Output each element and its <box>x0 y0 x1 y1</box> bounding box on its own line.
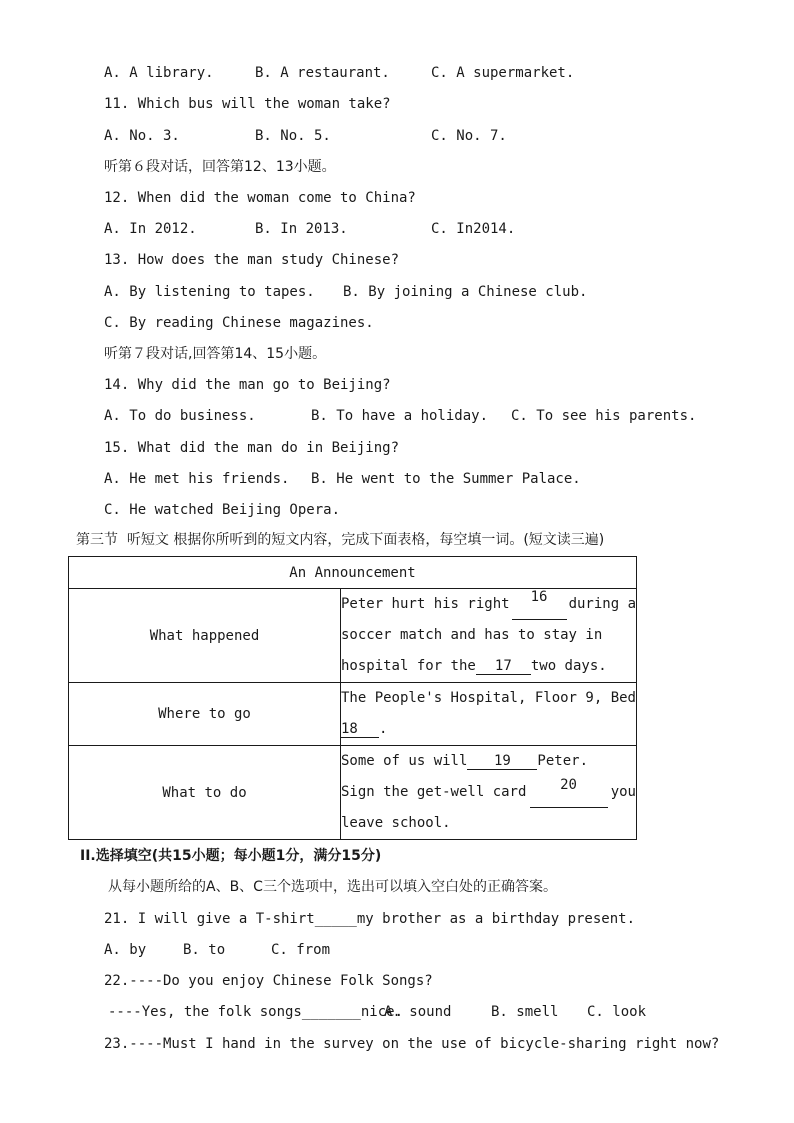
announcement-table <box>68 556 637 840</box>
blank-16[interactable]: 16 <box>512 589 567 620</box>
table-line <box>341 589 636 620</box>
q14-stem: 14. Why did the man go to Beijing? <box>104 377 391 393</box>
table-line <box>341 777 636 808</box>
table-line <box>341 651 636 682</box>
blank-19[interactable]: 19 <box>467 753 537 770</box>
part2-instruction: 从每小题所给的A、B、C三个选项中，选出可以填入空白处的正确答案。 <box>108 879 557 895</box>
line-text: you <box>610 784 636 800</box>
line-text: Some of us will <box>340 753 468 769</box>
row-label-what-happened: What happened <box>69 589 341 683</box>
q13-option-a: A. By listening to tapes. <box>104 284 315 300</box>
row-answer-what-happened <box>340 589 636 683</box>
section-note-dialog7: 听第７段对话,回答第14、15小题。 <box>104 346 327 362</box>
q21-stem: 21. I will give a T-shirt_____my brother as a birthday present. <box>104 911 636 927</box>
table-line: The People's Hospital, Floor 9, Bed <box>340 690 636 706</box>
section3-title: 第三节 听短文 根据你所听到的短文内容，完成下面表格，每空填一词。(短文读三遍) <box>76 532 605 548</box>
part2-heading: II.选择填空(共15小题；每小题1分，满分15分) <box>80 848 382 864</box>
q12-option-b: B. In 2013. <box>255 221 348 237</box>
q10-option-a: A. A library. <box>104 65 214 81</box>
q15-stem: 15. What did the man do in Beijing? <box>104 440 400 456</box>
line-text: during a <box>568 596 636 612</box>
q12-option-c: C. In2014. <box>431 221 516 237</box>
q11-option-b: B. No. 5. <box>255 128 331 144</box>
q15-option-a: A. He met his friends. <box>104 471 290 487</box>
q15-option-c: C. He watched Beijing Opera. <box>104 502 341 518</box>
q14-option-c: C. To see his parents. <box>511 408 697 424</box>
section-note-dialog6: 听第６段对话，回答第12、13小题。 <box>104 159 336 175</box>
q12-stem: 12. When did the woman come to China? <box>104 190 416 206</box>
blank-17[interactable]: 17 <box>476 658 531 675</box>
q21-option-b: B. to <box>183 942 226 958</box>
q22-reply: ----Yes, the folk songs_______nice. <box>108 1004 404 1020</box>
table-line <box>341 714 636 745</box>
q22-option-a: A. sound <box>384 1004 452 1020</box>
q13-option-c: C. By reading Chinese magazines. <box>104 315 374 331</box>
q13-stem: 13. How does the man study Chinese? <box>104 252 400 268</box>
row-answer-what-to-do <box>340 746 636 840</box>
line-text: hospital for the <box>340 658 476 674</box>
line-text: two days. <box>530 658 607 674</box>
line-text: . <box>378 721 388 737</box>
q11-option-c: C. No. 7. <box>431 128 507 144</box>
table-line: soccer match and has to stay in <box>340 627 603 643</box>
table-line <box>341 746 636 777</box>
q23-stem: 23.----Must I hand in the survey on the use of bicycle-sharing right now? <box>104 1036 720 1052</box>
q21-option-a: A. by <box>104 942 147 958</box>
blank-18[interactable]: 18 <box>341 721 379 738</box>
table-title: An Announcement <box>69 557 637 589</box>
line-text: Peter hurt his right <box>340 596 510 612</box>
q15-option-b: B. He went to the Summer Palace. <box>311 471 581 487</box>
q22-option-b: B. smell <box>491 1004 559 1020</box>
blank-20[interactable]: 20 <box>530 777 608 808</box>
q13-option-b: B. By joining a Chinese club. <box>343 284 588 300</box>
q14-option-b: B. To have a holiday. <box>311 408 489 424</box>
row-label-what-to-do: What to do <box>69 746 341 840</box>
q22-stem: 22.----Do you enjoy Chinese Folk Songs? <box>104 973 433 989</box>
q11-option-a: A. No. 3. <box>104 128 180 144</box>
q12-option-a: A. In 2012. <box>104 221 197 237</box>
line-text: Peter. <box>537 753 588 769</box>
q14-option-a: A. To do business. <box>104 408 256 424</box>
q11-stem: 11. Which bus will the woman take? <box>104 96 391 112</box>
q21-option-c: C. from <box>271 942 331 958</box>
row-label-where-to-go: Where to go <box>69 683 341 746</box>
q22-option-c: C. look <box>587 1004 647 1020</box>
line-text: Sign the get-well card <box>340 784 527 800</box>
row-answer-where-to-go <box>340 683 636 746</box>
table-line: leave school. <box>340 815 451 831</box>
q10-option-b: B. A restaurant. <box>255 65 390 81</box>
q10-option-c: C. A supermarket. <box>431 65 575 81</box>
